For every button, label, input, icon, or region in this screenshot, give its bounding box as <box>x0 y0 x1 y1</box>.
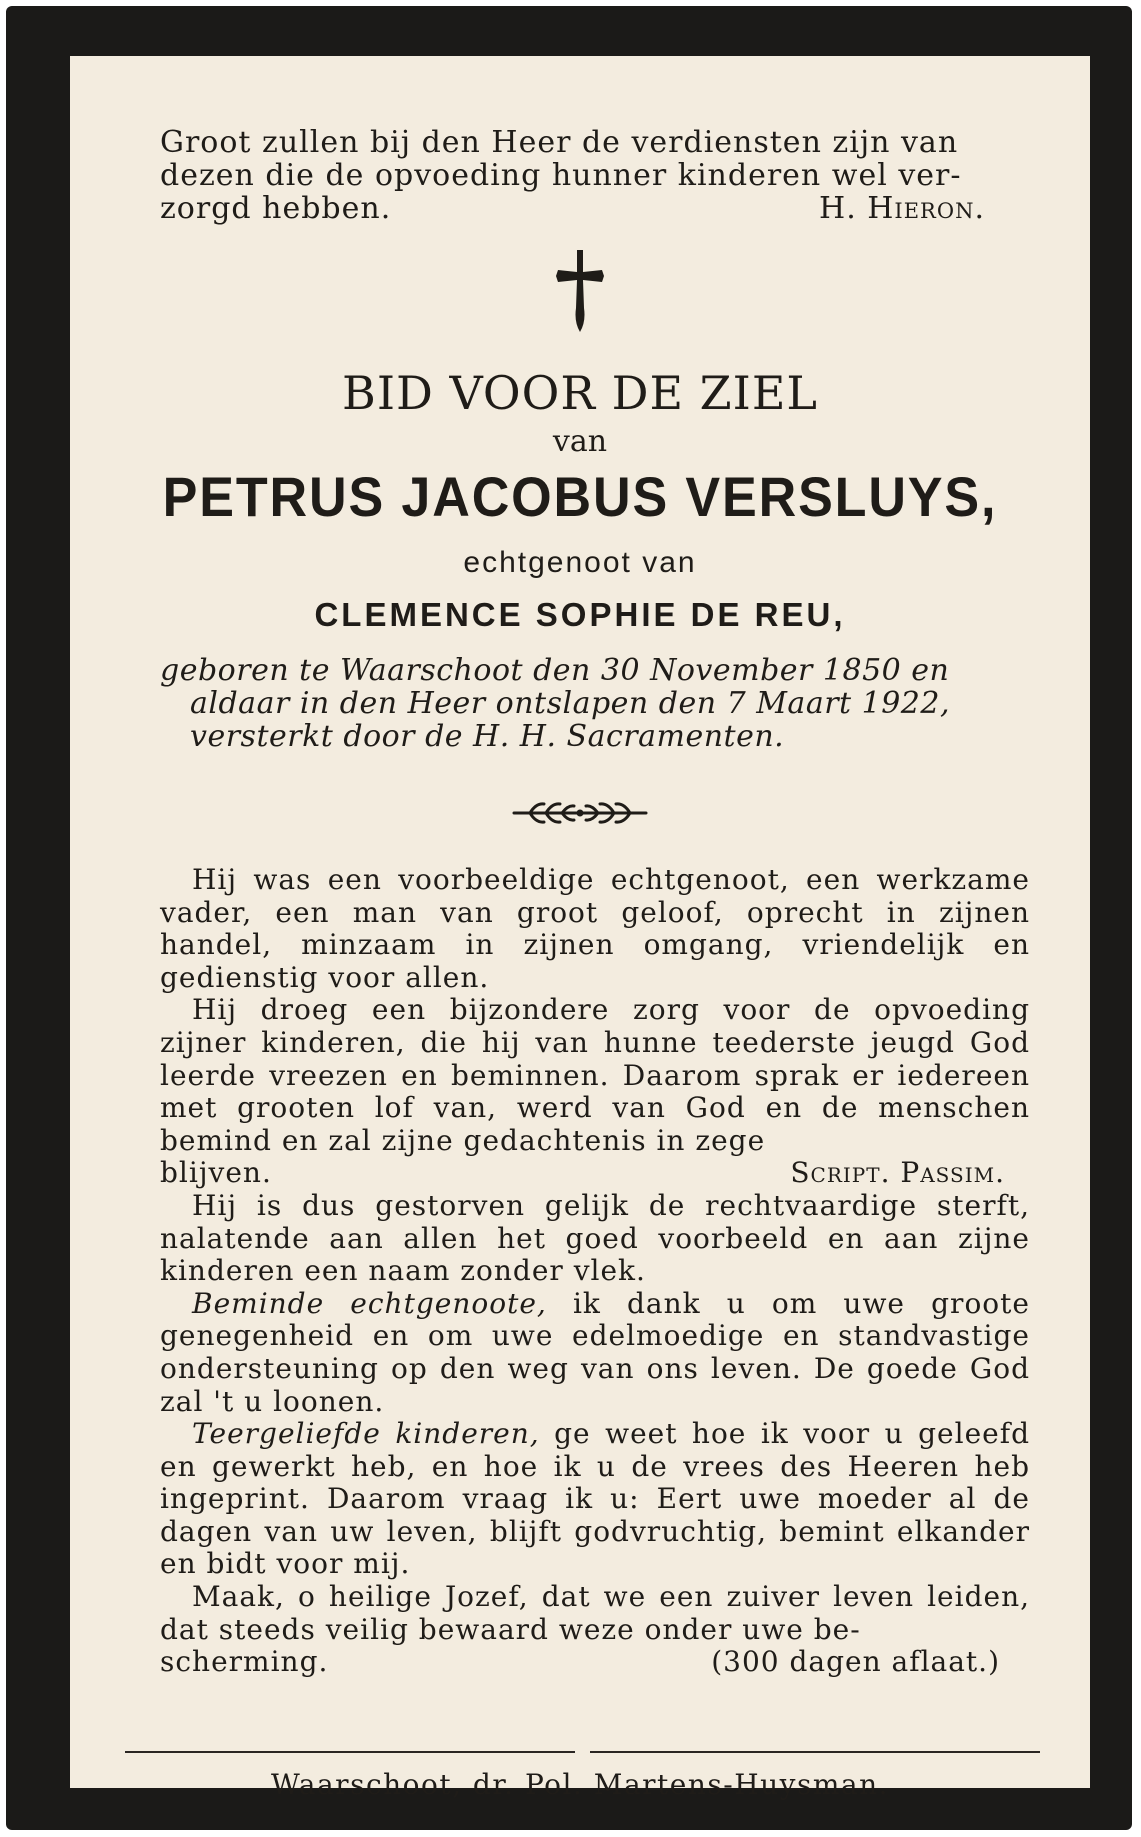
address-children: Teergeliefde kinderen, <box>192 1417 540 1451</box>
van-label: van <box>552 424 608 459</box>
tribute-paragraph-end <box>160 1157 1030 1190</box>
epigraph <box>160 126 1020 225</box>
epigraph-line: dezen die de opvoeding hunner kinderen wel ver- <box>160 158 962 193</box>
divider-left <box>125 1751 575 1753</box>
cross-icon <box>70 246 1090 336</box>
tribute-paragraph: Maak, o heilige Jozef, dat we een zuiver leven leiden, dat steeds veilig bewaard weze onder uwe be- <box>160 1580 1030 1646</box>
dates-line: aldaar in den Heer ontslapen den 7 Maart 1922, <box>190 686 951 721</box>
scripture-source: Script. Passim. <box>790 1156 1005 1190</box>
indulgence-note: (300 dagen aflaat.) <box>711 1645 1000 1679</box>
life-dates <box>160 654 1030 753</box>
address-spouse: Beminde echtgenoote, <box>192 1286 547 1320</box>
spouse-name: CLEMENCE SOPHIE DE REU, <box>314 596 846 633</box>
tribute-paragraph: Hij droeg een bijzondere zorg voor de opvoeding zijner kinderen, die hij van hunne teederste jeugd God leerde vreezen en beminnen. Daarom sprak er iedereen met grooten lof van, werd van God en de menschen bemind en zal zijne gedachtenis in zege <box>160 993 1030 1157</box>
printer-imprint: Waarschoot, dr. Pol. Martens-Huysman. <box>270 1768 890 1801</box>
tribute-paragraph <box>160 1418 1030 1581</box>
spouse-label: echtgenoot van <box>463 546 697 579</box>
tribute-text <box>160 864 1030 1679</box>
tribute-paragraph: Hij is dus gestorven gelijk de rechtvaardige sterft, nalatende aan allen het goed voorbeeld en aan zijne kinderen een naam zonder vlek. <box>160 1188 1030 1288</box>
tribute-paragraph: Hij was een voorbeeldige echtgenoot, een werkzame vader, een man van groot geloof, oprecht in zijnen handel, minzaam in zijnen omgang, vriendelijk en gedienstig voor allen. <box>160 863 1030 994</box>
card-paper <box>70 56 1090 1801</box>
epigraph-last-line <box>160 192 1020 225</box>
tribute-paragraph <box>160 1288 1030 1418</box>
floral-ornament-icon <box>70 798 1090 832</box>
dates-line: geboren te Waarschoot den 30 November 1850 en <box>160 653 950 688</box>
epigraph-line: zorgd hebben. <box>160 191 392 226</box>
epigraph-line: Groot zullen bij den Heer de verdiensten zijn van <box>160 125 959 160</box>
tribute-text-span: ge weet hoe ik voor u geleefd en gewerkt heb, en hoe ik u de vrees des Heeren heb ingeprint. Daarom vraag ik u: Eert uwe moeder al de dagen van uw leven, blijft godvruchtig, bemint elkander en bidt voor mij. <box>160 1417 1030 1581</box>
deceased-name: PETRUS JACOBUS VERSLUYS, <box>162 465 998 528</box>
memorial-card <box>6 6 1132 1830</box>
tribute-text-span: ik dank u om uwe groote genegenheid en om uwe edelmoedige en standvastige ondersteuning op den weg van ons leven. De goede God zal 't u loonen. <box>160 1286 1030 1418</box>
prayer-heading: BID VOOR DE ZIEL <box>342 366 818 420</box>
tribute-line: blijven. <box>160 1156 272 1190</box>
tribute-paragraph-end <box>160 1646 1030 1679</box>
divider-right <box>590 1751 1040 1753</box>
dates-line: versterkt door de H. H. Sacramenten. <box>190 719 785 754</box>
epigraph-source: H. Hieron. <box>819 191 985 226</box>
tribute-line: scherming. <box>160 1645 329 1679</box>
